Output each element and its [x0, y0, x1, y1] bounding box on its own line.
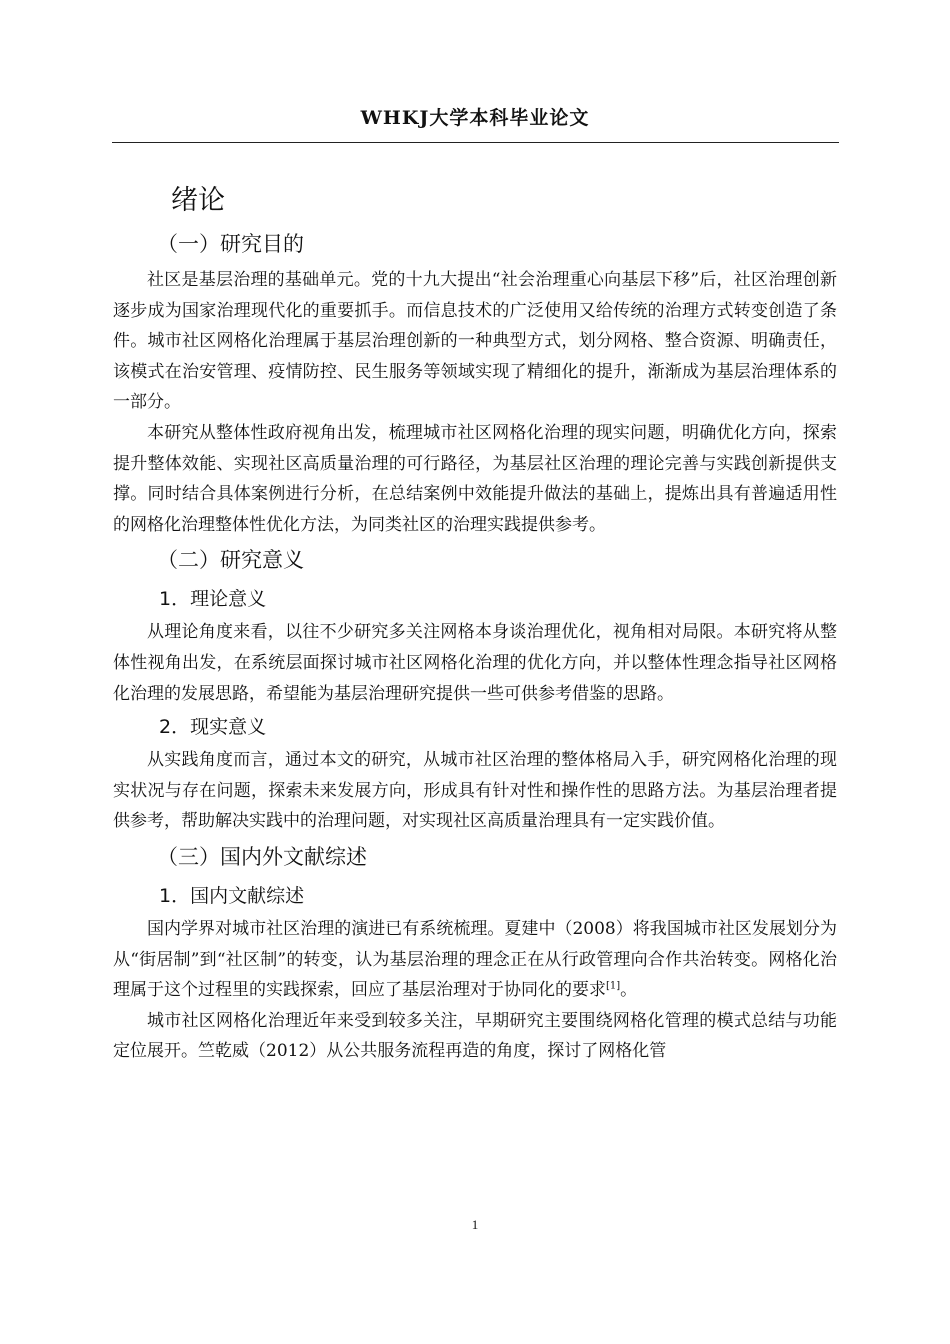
section-title-purpose: （一）研究目的 [157, 232, 304, 256]
paragraph-purpose-1: 社区是基层治理的基础单元。党的十九大提出“社会治理重心向基层下移”后，社区治理创新逐步成为国家治理现代化的重要抓手。而信息技术的广泛使用又给传统的治理方式转变创造了条件。城市社区网格化治理属于基层治理创新的一种典型方式，划分网格、整合资源、明确责任，该模式在治安管理、疫情防控、民生服务等领域实现了精细化的提升，渐渐成为基层治理体系的一部分。 [113, 270, 837, 413]
subsection-title-domestic: 1．国内文献综述 [159, 884, 305, 907]
paragraph-review-1-end: 。 [620, 980, 638, 1001]
section-title-review: （三）国内外文献综述 [157, 844, 367, 869]
paragraph-theory: 从理论角度来看，以往不少研究多关注网格本身谈治理优化，视角相对局限。本研究将从整体性视角出发，在系统层面探讨城市社区网格化治理的优化方向，并以整体性理念指导社区网格化治理的发展思路，希望能为基层治理研究提供一些可供参考借鉴的思路。 [113, 622, 837, 704]
page-number: 1 [471, 1217, 479, 1232]
section-title-significance: （二）研究意义 [157, 548, 304, 573]
page-header-title: WHKJ大学本科毕业论文 [360, 107, 590, 129]
subsection-title-practice: 2．现实意义 [159, 716, 267, 739]
paragraph-purpose-2: 本研究从整体性政府视角出发，梳理城市社区网格化治理的现实问题，明确优化方向，探索提升整体效能、实现社区高质量治理的可行路径，为基层社区治理的理论完善与实践创新提供支撑。同时结合具体案例进行分析，在总结案例中效能提升做法的基础上，提炼出具有普遍适用性的网格化治理整体性优化方法，为同类社区的治理实践提供参考。 [113, 422, 837, 535]
subsection-title-theory: 1．理论意义 [159, 588, 267, 611]
paragraph-review-1-text: 国内学界对城市社区治理的演进已有系统梳理。夏建中（2008）将我国城市社区发展划分为从“街居制”到“社区制”的转变，认为基层治理的理念正在从行政管理向合作共治转变。网格化治理属于这个过程里的实践探索，回应了基层治理对于协同化的要求 [113, 918, 837, 1001]
paragraph-review-2: 城市社区网格化治理近年来受到较多关注，早期研究主要围绕网格化管理的模式总结与功能定位展开。竺乾威（2012）从公共服务流程再造的角度，探讨了网格化管 [113, 1010, 837, 1062]
header-divider [112, 142, 839, 143]
chapter-title: 绪论 [171, 185, 225, 216]
paragraph-review-1 [113, 914, 837, 1006]
citation-ref[interactable]: [1] [606, 980, 621, 992]
paragraph-practice: 从实践角度而言，通过本文的研究，从城市社区治理的整体格局入手，研究网格化治理的现实状况与存在问题，探索未来发展方向，形成具有针对性和操作性的思路方法。为基层治理者提供参考，帮助解决实践中的治理问题，对实现社区高质量治理具有一定实践价值。 [113, 750, 837, 832]
document-body [113, 178, 837, 1067]
